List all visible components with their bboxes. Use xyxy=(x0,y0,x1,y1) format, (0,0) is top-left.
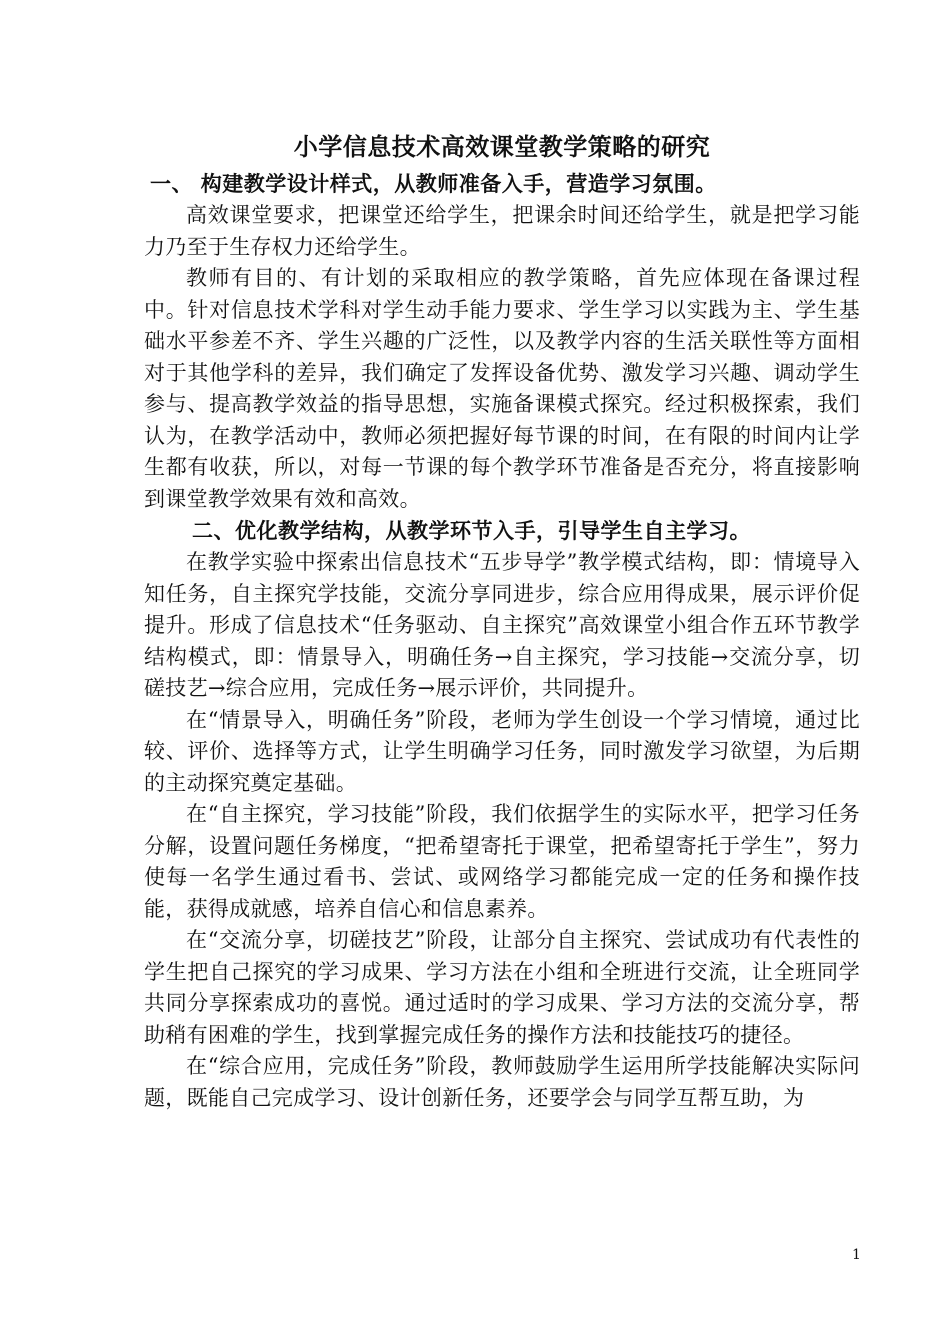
paragraph: 教师有目的、有计划的采取相应的教学策略，首先应体现在备课过程中。针对信息技术学科对学生动手能力要求、学生学习以实践为主、学生基础水平参差不齐、学生兴趣的广泛性，以及教学内容的生活关联性等方面相对于其他学科的差异，我们确定了发挥设备优势、激发学习兴趣、调动学生参与、提高教学效益的指导思想，实施备课模式探究。经过积极探索，我们认为，在教学活动中，教师必须把握好每节课的时间，在有限的时间内让学生都有收获，所以，对每一节课的每个教学环节准备是否充分，将直接影响到课堂教学效果有效和高效。 xyxy=(144,266,860,511)
page-number: 1 xyxy=(852,1247,861,1263)
paragraph: 在“情景导入，明确任务”阶段，老师为学生创设一个学习情境，通过比较、评价、选择等方式，让学生明确学习任务，同时激发学习欲望，为后期的主动探究奠定基础。 xyxy=(144,707,860,795)
paragraph: 在“交流分享，切磋技艺”阶段，让部分自主探究、尝试成功有代表性的学生把自己探究的学习成果、学习方法在小组和全班进行交流，让全班同学共同分享探索成功的喜悦。通过适时的学习成果、学习方法的交流分享，帮助稍有困难的学生，找到掌握完成任务的操作方法和技能技巧的捷径。 xyxy=(144,928,860,1047)
paragraph: 在“综合应用，完成任务”阶段，教师鼓励学生运用所学技能解决实际问题，既能自己完成学习、设计创新任务，还要学会与同学互帮互助，为 xyxy=(144,1054,860,1110)
paragraph: 在“自主探究，学习技能”阶段，我们依据学生的实际水平，把学习任务分解，设置问题任务梯度，“把希望寄托于课堂，把希望寄托于学生”，努力使每一名学生通过看书、尝试、或网络学习都能完成一定的任务和操作技能，获得成就感，培养自信心和信息素养。 xyxy=(144,802,860,921)
paragraph: 在教学实验中探索出信息技术“五步导学”教学模式结构，即：情境导入知任务，自主探究学技能，交流分享同进步，综合应用得成果，展示评价促提升。形成了信息技术“任务驱动、自主探究”高效课堂小组合作五环节教学结构模式，即：情景导入，明确任务→自主探究，学习技能→交流分享，切磋技艺→综合应用，完成任务→展示评价，共同提升。 xyxy=(144,550,860,700)
document-body xyxy=(144,128,860,1114)
section-heading-1: 一、 构建教学设计样式，从教师准备入手，营造学习氛围。 xyxy=(150,171,717,196)
document-title: 小学信息技术高效课堂教学策略的研究 xyxy=(293,132,711,161)
paragraph: 高效课堂要求，把课堂还给学生，把课余时间还给学生，就是把学习能力乃至于生存权力还给学生。 xyxy=(144,203,860,259)
section-heading-2: 二、优化教学结构，从教学环节入手，引导学生自主学习。 xyxy=(192,518,751,543)
